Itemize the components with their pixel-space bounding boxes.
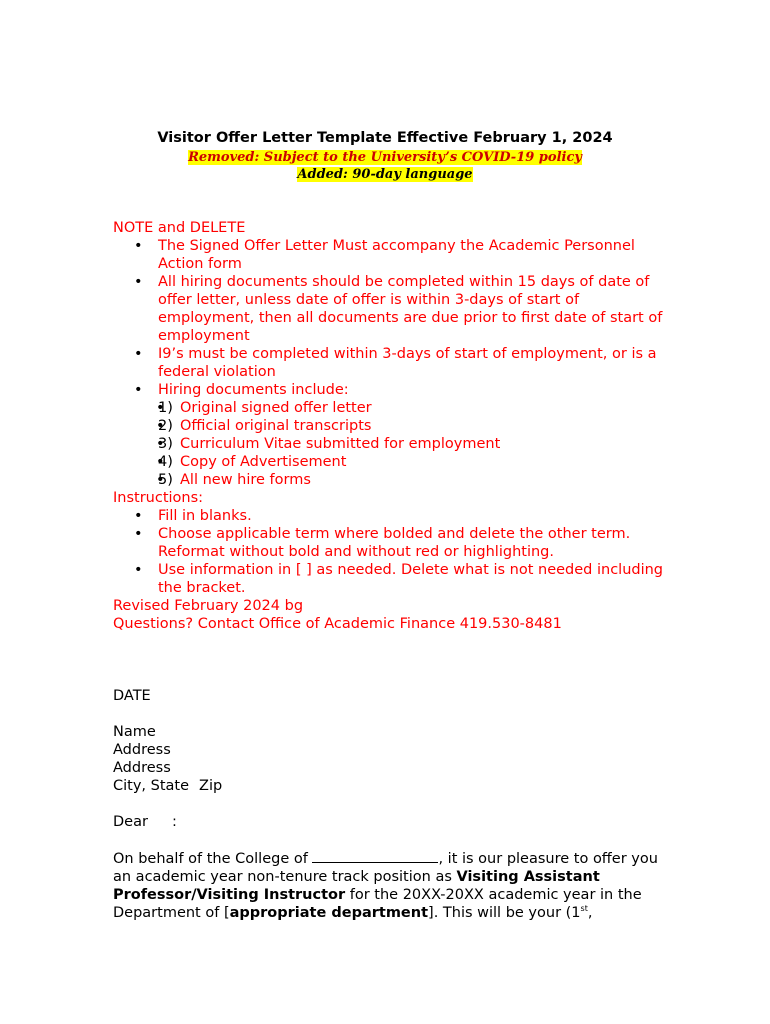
recipient-city-state-zip xyxy=(113,777,658,795)
list-text: Original signed offer letter xyxy=(180,400,372,416)
list-text: Curriculum Vitae submitted for employment xyxy=(180,436,501,452)
recipient-name: Name xyxy=(113,724,156,740)
body-text: for the 20XX-20XX academic year in the Department of [ xyxy=(113,887,642,921)
college-blank xyxy=(312,849,438,863)
zip: Zip xyxy=(199,778,223,794)
hiring-document-item xyxy=(158,399,673,417)
hiring-document-item xyxy=(158,453,673,471)
recipient-address-2: Address xyxy=(113,760,171,776)
instruction-bullet: • Fill in blanks. xyxy=(158,507,673,525)
position-title: Visiting Assistant Professor/Visiting Instructor xyxy=(113,869,600,903)
salutation-dear: Dear xyxy=(113,814,148,830)
questions-line: Questions? Contact Office of Academic Finance 419.530-8481 xyxy=(113,616,562,632)
note-bullet: • All hiring documents should be completed within 15 days of date of offer letter, unless date of offer is within 3-days of start of employment, then all documents are due prior to first date of start of employment xyxy=(158,273,673,345)
hiring-documents-list xyxy=(158,399,673,489)
body-text: , it is our pleasure to offer you an academic year non-tenure track position as xyxy=(113,851,658,885)
hiring-document-item xyxy=(158,417,673,435)
note-bullet xyxy=(158,381,673,489)
list-text: All new hire forms xyxy=(180,472,311,488)
hiring-document-item xyxy=(158,471,673,489)
list-text: Official original transcripts xyxy=(180,418,372,434)
instruction-bullet: • Use information in [ ] as needed. Delete what is not needed including the bracket. xyxy=(158,561,673,597)
body-text: , xyxy=(587,905,593,921)
offer-paragraph xyxy=(113,849,658,922)
salutation xyxy=(113,813,658,831)
document-title: Visitor Offer Letter Template Effective February 1, 2024 xyxy=(157,130,613,146)
revised-line: Revised February 2024 bg xyxy=(113,598,304,614)
hiring-document-item xyxy=(158,435,673,453)
note-bullet: • I9’s must be completed within 3-days of start of employment, or is a federal violation xyxy=(158,345,673,381)
salutation-colon: : xyxy=(171,814,177,830)
body-text: On behalf of the College of xyxy=(113,851,313,867)
list-number: • 5) xyxy=(158,472,173,488)
instructions-block xyxy=(113,219,673,633)
list-number: • 4) xyxy=(158,454,173,470)
added-note-text: Added: 90-day language xyxy=(297,167,473,182)
instruction-bullets xyxy=(113,507,673,597)
hiring-docs-label: Hiring documents include: xyxy=(158,382,349,398)
recipient-address-1: Address xyxy=(113,742,171,758)
added-note xyxy=(0,167,770,183)
removed-note-text: Removed: Subject to the University’s COVID-19 policy xyxy=(188,150,582,165)
list-number: • 1) xyxy=(158,400,173,416)
department-placeholder: appropriate department xyxy=(229,905,429,921)
removed-note xyxy=(0,150,770,166)
note-bullets xyxy=(113,237,673,489)
list-text: Copy of Advertisement xyxy=(180,454,347,470)
list-number: • 3) xyxy=(158,436,173,452)
list-number: • 2) xyxy=(158,418,173,434)
ordinal-superscript: st xyxy=(580,904,588,914)
letter-body xyxy=(113,687,658,922)
body-text: ]. This will be your (1 xyxy=(428,905,581,921)
instruction-bullet: • Choose applicable term where bolded and delete the other term. Reformat without bold and without red or highlighting. xyxy=(158,525,673,561)
date-field: DATE xyxy=(113,688,151,704)
city-state: City, State xyxy=(113,778,190,794)
instructions-heading: Instructions: xyxy=(113,490,204,506)
note-bullet: • The Signed Offer Letter Must accompany the Academic Personnel Action form xyxy=(158,237,673,273)
note-heading: NOTE and DELETE xyxy=(113,220,246,236)
